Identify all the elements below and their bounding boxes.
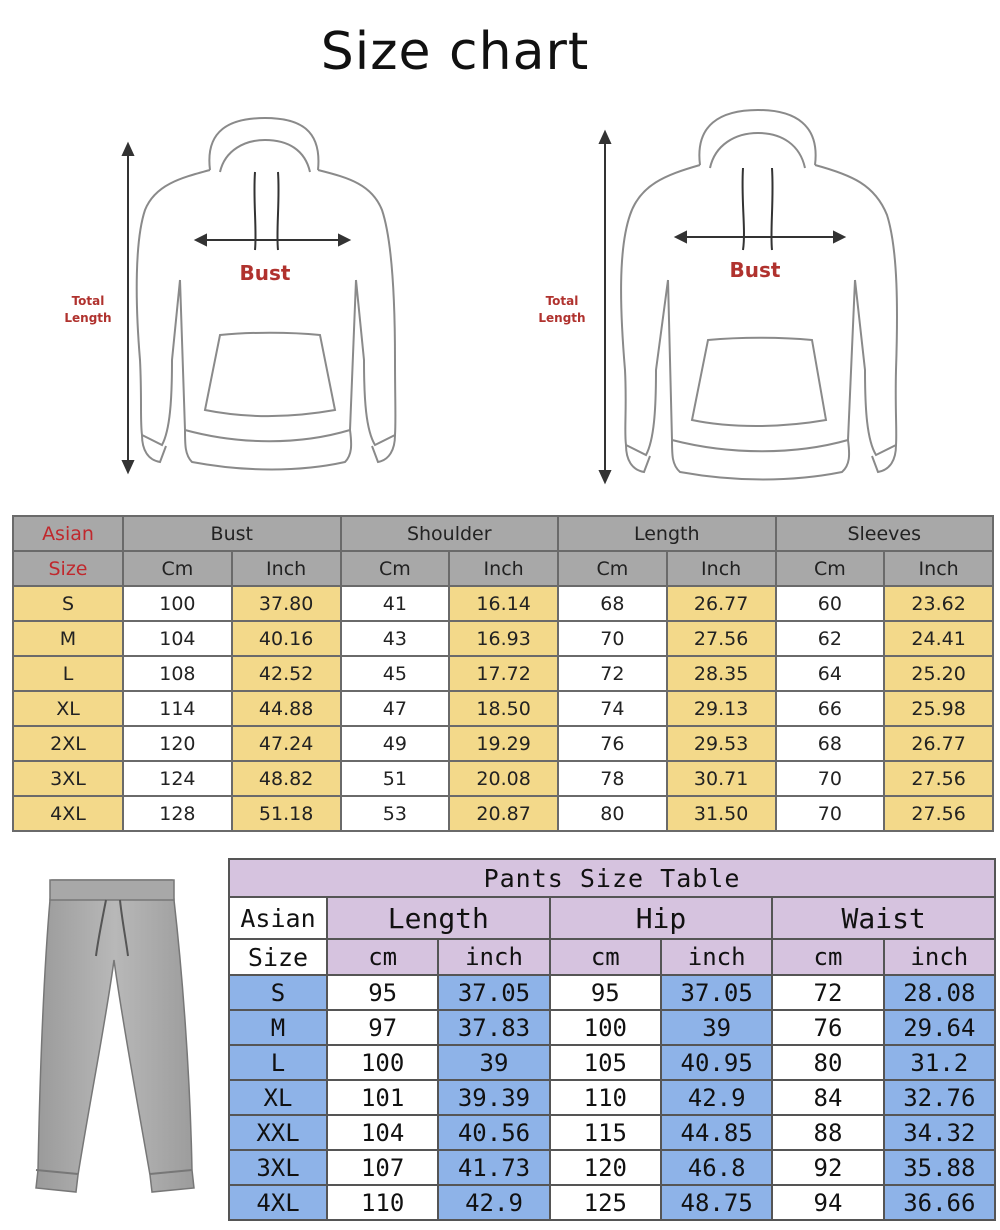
value-cell: 70 [776, 761, 885, 796]
value-cell: 16.93 [449, 621, 558, 656]
pants-value-cell: 72 [772, 975, 883, 1010]
pants-value-cell: 110 [550, 1080, 661, 1115]
size-cell: 2XL [13, 726, 123, 761]
value-cell: 30.71 [667, 761, 776, 796]
pants-value-cell: 95 [550, 975, 661, 1010]
pants-value-cell: 35.88 [884, 1150, 995, 1185]
value-cell: 104 [123, 621, 232, 656]
pants-value-cell: 110 [327, 1185, 438, 1220]
size-cell: L [13, 656, 123, 691]
value-cell: 26.77 [884, 726, 993, 761]
pants-unit-header: inch [438, 939, 549, 975]
pants-value-cell: 36.66 [884, 1185, 995, 1220]
value-cell: 45 [341, 656, 450, 691]
value-cell: 51 [341, 761, 450, 796]
length-header: Length [558, 516, 776, 551]
total-length-label-left-1: Total [71, 294, 105, 308]
pants-value-cell: 44.85 [661, 1115, 772, 1150]
pants-size-cell: 4XL [229, 1185, 327, 1220]
pants-value-cell: 105 [550, 1045, 661, 1080]
value-cell: 25.20 [884, 656, 993, 691]
pants-value-cell: 76 [772, 1010, 883, 1045]
unit-header: Inch [884, 551, 993, 586]
table-row [229, 975, 995, 1010]
value-cell: 51.18 [232, 796, 341, 831]
value-cell: 128 [123, 796, 232, 831]
value-cell: 17.72 [449, 656, 558, 691]
pants-size-cell: S [229, 975, 327, 1010]
value-cell: 23.62 [884, 586, 993, 621]
bust-header: Bust [123, 516, 341, 551]
table-row [229, 1115, 995, 1150]
pants-size-cell: XXL [229, 1115, 327, 1150]
total-length-label-right-2: Length [538, 311, 586, 325]
table-row [229, 1150, 995, 1185]
size-cell: S [13, 586, 123, 621]
value-cell: 124 [123, 761, 232, 796]
asian-size-header-line2: Size [13, 551, 123, 586]
table-row [13, 796, 993, 831]
hoodie-size-rows [13, 586, 993, 831]
value-cell: 25.98 [884, 691, 993, 726]
table-row [13, 656, 993, 691]
value-cell: 100 [123, 586, 232, 621]
value-cell: 70 [776, 796, 885, 831]
bust-label-left: Bust [239, 261, 291, 285]
pants-value-cell: 29.64 [884, 1010, 995, 1045]
pants-table-title: Pants Size Table [229, 859, 995, 897]
value-cell: 19.29 [449, 726, 558, 761]
value-cell: 20.08 [449, 761, 558, 796]
value-cell: 78 [558, 761, 667, 796]
pants-value-cell: 92 [772, 1150, 883, 1185]
value-cell: 48.82 [232, 761, 341, 796]
asian-size-header: Asian [13, 516, 123, 551]
pants-asian-size-header-line2: Size [229, 939, 327, 975]
size-cell: 3XL [13, 761, 123, 796]
value-cell: 26.77 [667, 586, 776, 621]
size-cell: XL [13, 691, 123, 726]
pants-waist-header: Waist [772, 897, 995, 939]
pants-value-cell: 39.39 [438, 1080, 549, 1115]
hoodie-left-illustration [60, 100, 440, 480]
pants-value-cell: 37.05 [438, 975, 549, 1010]
pants-value-cell: 120 [550, 1150, 661, 1185]
shoulder-header: Shoulder [341, 516, 559, 551]
value-cell: 72 [558, 656, 667, 691]
unit-header: Inch [449, 551, 558, 586]
value-cell: 28.35 [667, 656, 776, 691]
pants-value-cell: 39 [438, 1045, 549, 1080]
pants-value-cell: 34.32 [884, 1115, 995, 1150]
pants-value-cell: 84 [772, 1080, 883, 1115]
pants-value-cell: 97 [327, 1010, 438, 1045]
value-cell: 74 [558, 691, 667, 726]
value-cell: 60 [776, 586, 885, 621]
pants-size-cell: M [229, 1010, 327, 1045]
table-row [13, 761, 993, 796]
pants-value-cell: 40.56 [438, 1115, 549, 1150]
value-cell: 114 [123, 691, 232, 726]
unit-header: Cm [341, 551, 450, 586]
pants-size-cell: 3XL [229, 1150, 327, 1185]
pants-value-cell: 37.83 [438, 1010, 549, 1045]
pants-value-cell: 42.9 [661, 1080, 772, 1115]
value-cell: 108 [123, 656, 232, 691]
pants-value-cell: 41.73 [438, 1150, 549, 1185]
pants-value-cell: 100 [327, 1045, 438, 1080]
hoodie-right-illustration [530, 100, 930, 490]
value-cell: 44.88 [232, 691, 341, 726]
pants-value-cell: 32.76 [884, 1080, 995, 1115]
value-cell: 64 [776, 656, 885, 691]
unit-header: Inch [667, 551, 776, 586]
value-cell: 20.87 [449, 796, 558, 831]
total-length-label-left-2: Length [64, 311, 112, 325]
pants-asian-size-header: Asian [229, 897, 327, 939]
total-length-label-right-1: Total [545, 294, 579, 308]
value-cell: 42.52 [232, 656, 341, 691]
value-cell: 80 [558, 796, 667, 831]
table-row [13, 586, 993, 621]
value-cell: 27.56 [667, 621, 776, 656]
value-cell: 68 [776, 726, 885, 761]
value-cell: 53 [341, 796, 450, 831]
value-cell: 62 [776, 621, 885, 656]
pants-value-cell: 39 [661, 1010, 772, 1045]
pants-value-cell: 80 [772, 1045, 883, 1080]
pants-value-cell: 115 [550, 1115, 661, 1150]
value-cell: 41 [341, 586, 450, 621]
size-cell: M [13, 621, 123, 656]
value-cell: 27.56 [884, 761, 993, 796]
value-cell: 27.56 [884, 796, 993, 831]
unit-header: Cm [776, 551, 885, 586]
pants-value-cell: 125 [550, 1185, 661, 1220]
pants-size-cell: L [229, 1045, 327, 1080]
pants-value-cell: 31.2 [884, 1045, 995, 1080]
pants-value-cell: 28.08 [884, 975, 995, 1010]
value-cell: 70 [558, 621, 667, 656]
pants-unit-header: inch [884, 939, 995, 975]
pants-length-header: Length [327, 897, 550, 939]
value-cell: 49 [341, 726, 450, 761]
value-cell: 37.80 [232, 586, 341, 621]
value-cell: 16.14 [449, 586, 558, 621]
pants-value-cell: 100 [550, 1010, 661, 1045]
unit-header: Cm [558, 551, 667, 586]
table-row [229, 1185, 995, 1220]
table-row [229, 1045, 995, 1080]
value-cell: 43 [341, 621, 450, 656]
value-cell: 31.50 [667, 796, 776, 831]
table-row [13, 726, 993, 761]
pants-value-cell: 48.75 [661, 1185, 772, 1220]
pants-value-cell: 95 [327, 975, 438, 1010]
bust-label-right: Bust [729, 258, 781, 282]
pants-unit-header: cm [772, 939, 883, 975]
value-cell: 47 [341, 691, 450, 726]
table-row [229, 1010, 995, 1045]
value-cell: 68 [558, 586, 667, 621]
value-cell: 29.53 [667, 726, 776, 761]
value-cell: 40.16 [232, 621, 341, 656]
sleeves-header: Sleeves [776, 516, 994, 551]
pants-value-cell: 101 [327, 1080, 438, 1115]
table-row [13, 621, 993, 656]
pants-value-cell: 104 [327, 1115, 438, 1150]
pants-value-cell: 94 [772, 1185, 883, 1220]
unit-header: Inch [232, 551, 341, 586]
value-cell: 29.13 [667, 691, 776, 726]
hoodie-size-table [12, 515, 994, 832]
pants-unit-header: cm [550, 939, 661, 975]
table-row [229, 1080, 995, 1115]
pants-value-cell: 42.9 [438, 1185, 549, 1220]
pants-value-cell: 107 [327, 1150, 438, 1185]
pants-size-table [228, 858, 996, 1221]
pants-unit-header: inch [661, 939, 772, 975]
pants-value-cell: 88 [772, 1115, 883, 1150]
pants-size-rows [229, 975, 995, 1220]
pants-hip-header: Hip [550, 897, 773, 939]
hoodie-diagram-left [60, 100, 440, 480]
hoodie-diagram-right [530, 100, 930, 490]
pants-unit-header: cm [327, 939, 438, 975]
value-cell: 76 [558, 726, 667, 761]
value-cell: 47.24 [232, 726, 341, 761]
pants-value-cell: 40.95 [661, 1045, 772, 1080]
pants-value-cell: 37.05 [661, 975, 772, 1010]
pants-icon [22, 870, 202, 1200]
table-row [13, 691, 993, 726]
pants-value-cell: 46.8 [661, 1150, 772, 1185]
pants-illustration [22, 870, 202, 1200]
page-title: Size chart [320, 22, 590, 82]
value-cell: 120 [123, 726, 232, 761]
value-cell: 66 [776, 691, 885, 726]
value-cell: 24.41 [884, 621, 993, 656]
size-cell: 4XL [13, 796, 123, 831]
unit-header: Cm [123, 551, 232, 586]
value-cell: 18.50 [449, 691, 558, 726]
pants-size-cell: XL [229, 1080, 327, 1115]
